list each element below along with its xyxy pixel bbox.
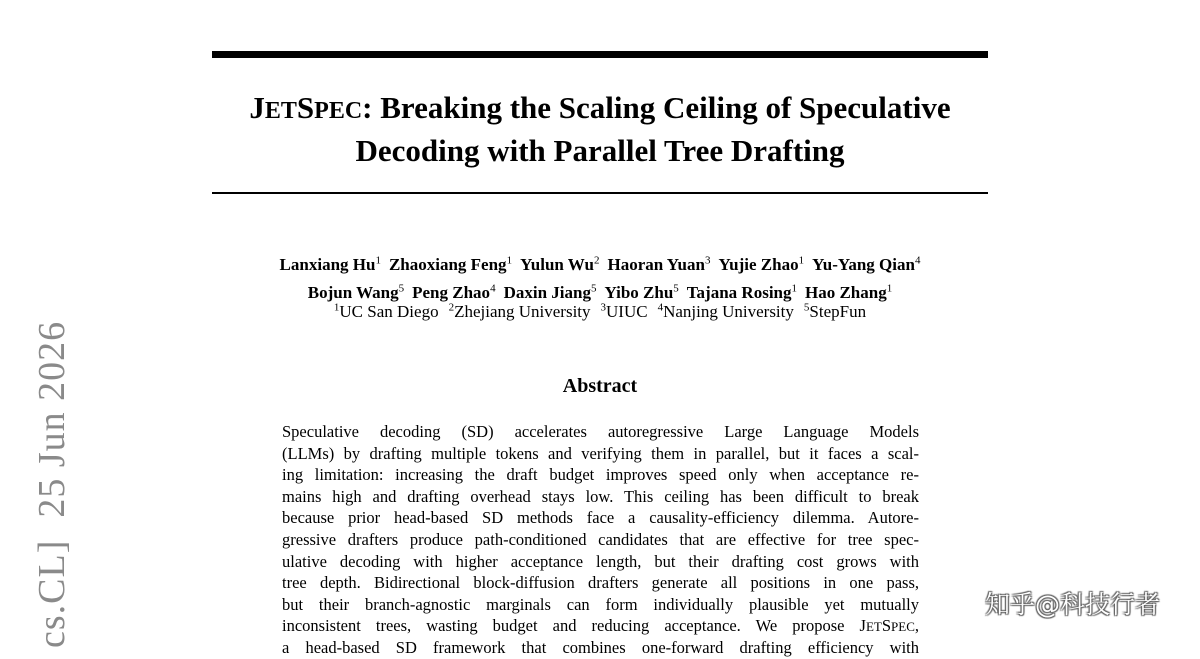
affiliation: [601, 302, 648, 321]
abstract-line-text: tree depth. Bidirectional block-diffusion drafters generate all positions in one pass,: [282, 573, 919, 593]
affiliation-name: UIUC: [606, 301, 648, 321]
author-name: Yulun Wu$^2$: [520, 254, 600, 274]
author-name: Hao Zhang$^1$: [805, 282, 893, 303]
author-affiliation-mark: 4: [490, 282, 496, 295]
author-line-1: [150, 248, 1050, 277]
affiliation: [449, 302, 591, 321]
author-name: Bojun Wang$^5$: [307, 282, 405, 303]
abstract-body: [282, 421, 919, 659]
author-affiliation-mark: 1: [791, 282, 797, 295]
affiliation-name: UC San Diego: [339, 301, 439, 321]
affiliation-list: [150, 296, 1050, 323]
affiliation-number: 4: [657, 301, 664, 313]
author-affiliation-mark: 3: [704, 254, 711, 266]
arxiv-stamp: [32, 321, 72, 648]
abstract-line-text: (LLMs) by drafting multiple tokens and verifying them in parallel, but it faces a scal-: [282, 443, 919, 463]
affiliation-name: StepFun: [809, 301, 867, 321]
author-name: Lanxiang Hu$^1$: [279, 254, 381, 274]
abstract-line: [282, 615, 919, 637]
author-affiliation-mark: 1: [886, 282, 893, 295]
abstract-line-text: gressive drafters produce path-conditioned candidates that are effective for tree spec-: [282, 529, 919, 549]
affiliation-number: 5: [803, 301, 810, 313]
abstract-line-text: inconsistent trees, wasting budget and reducing acceptance. We propose: [282, 616, 860, 636]
abstract-line: [282, 443, 919, 465]
author-affiliation-mark: 5: [398, 282, 405, 295]
affiliation-name: Nanjing University: [663, 301, 794, 321]
top-rule: [212, 51, 988, 58]
author-affiliation-mark: 1: [375, 254, 381, 266]
abstract-line-text: mains high and drafting overhead stays low. This ceiling has been difficult to break: [282, 486, 919, 506]
author-name: Yu-Yang Qian$^4$: [812, 254, 921, 274]
author-affiliation-mark: 5: [673, 282, 679, 295]
arxiv-date: 25 Jun 2026: [31, 320, 73, 518]
author-name: Haoran Yuan$^3$: [607, 254, 711, 274]
affiliation: [804, 302, 866, 321]
author-name: Yujie Zhao$^1$: [718, 254, 805, 274]
title-line1-rest: : Breaking the Scaling Ceiling of Speculative: [362, 90, 951, 125]
abstract-line-text: ulative decoding with higher acceptance length, but their drafting cost grows with: [282, 551, 919, 571]
bottom-rule: [212, 192, 988, 194]
author-affiliation-mark: 5: [590, 282, 597, 295]
author-name: Tajana Rosing$^1$: [686, 282, 797, 303]
abstract-heading: Abstract: [562, 375, 638, 397]
abstract-line: [282, 529, 919, 551]
affiliation-name: Zhejiang University: [454, 301, 591, 321]
abstract-line: [282, 572, 919, 594]
abstract-line: [282, 464, 919, 486]
author-name: Daxin Jiang$^5$: [503, 282, 597, 303]
abstract-line: [282, 507, 919, 529]
paper-title: [200, 88, 1000, 170]
abstract-line: [282, 551, 919, 573]
abstract-line-text: because prior head-based SD methods face a causality-efficiency dilemma. Autore-: [282, 508, 919, 528]
abstract-line: [282, 486, 919, 508]
arxiv-category: cs.CL]: [31, 539, 73, 648]
title-name: JETSPEC: [249, 90, 363, 125]
abstract-line-text: Speculative decoding (SD) accelerates autoregressive Large Language Models: [282, 422, 919, 441]
abstract-line: [282, 421, 919, 443]
author-name: Peng Zhao$^4$: [412, 282, 496, 303]
abstract-line: [282, 594, 919, 616]
affiliation: [334, 302, 439, 321]
affiliation: [658, 302, 794, 321]
zhihu-watermark: 知乎@科技行者: [985, 590, 1161, 619]
author-affiliation-mark: 1: [506, 254, 513, 266]
abstract-line-tail: ,: [914, 616, 919, 636]
author-affiliation-mark: 4: [914, 254, 921, 266]
author-name: Zhaoxiang Feng$^1$: [388, 254, 513, 274]
abstract-line-text: ing limitation: increasing the draft budget improves speed only when acceptance re-: [282, 465, 919, 485]
abstract-line: a head-based SD framework that combines one-forward drafting efficiency with: [282, 637, 919, 657]
affiliation-number: 3: [600, 301, 607, 313]
abstract-line-text: but their branch-agnostic marginals can form individually plausible yet mutually: [282, 594, 919, 614]
title-line2: Decoding with Parallel Tree Drafting: [355, 133, 845, 168]
affiliation-number: 2: [448, 301, 455, 313]
author-name: Yibo Zhu$^5$: [604, 282, 679, 303]
affiliation-number: 1: [333, 301, 340, 313]
author-affiliation-mark: 1: [798, 254, 805, 266]
author-affiliation-mark: 2: [593, 254, 600, 266]
abstract-method-name: JETSPEC: [859, 616, 915, 636]
